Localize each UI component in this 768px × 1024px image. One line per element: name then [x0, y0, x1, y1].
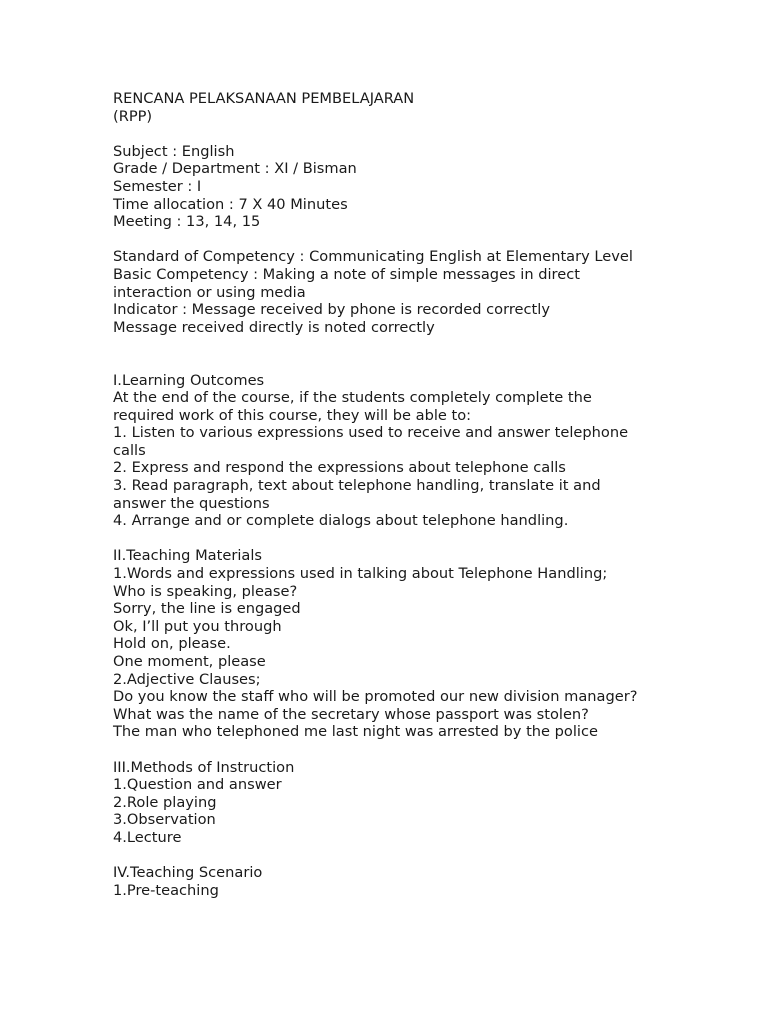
expression-line: One moment, please	[113, 653, 266, 670]
grade-line: Grade / Department : XI / Bisman	[113, 160, 357, 178]
indicator-line-2: Message received directly is noted correctly	[113, 318, 435, 336]
document-title: RENCANA PELAKSANAAN PEMBELAJARAN	[113, 90, 415, 107]
basic-competency: Basic Competency : Making a note of simple messages in direct	[113, 265, 580, 283]
semester-line: Semester : I	[113, 177, 202, 195]
expression-line: Who is speaking, please?	[113, 582, 298, 600]
learning-outcome-item: 1. Listen to various expressions used to receive and answer telephone	[113, 424, 629, 442]
expression-line: Hold on, please.	[113, 635, 231, 653]
method-item: 3.Observation	[113, 811, 216, 829]
learning-outcome-item: 4. Arrange and or complete dialogs about telephone handling.	[113, 512, 569, 530]
teaching-materials-heading: II.Teaching Materials	[113, 547, 262, 565]
document-subtitle: (RPP)	[113, 107, 153, 125]
indicator-line: Indicator : Message received by phone is recorded correctly	[113, 301, 550, 319]
basic-competency-cont: interaction or using media	[113, 283, 306, 301]
learning-outcomes-heading: I.Learning Outcomes	[113, 371, 265, 389]
document-body	[113, 90, 733, 899]
teaching-scenario-heading: IV.Teaching Scenario	[113, 864, 263, 882]
subject-line: Subject : English	[113, 142, 235, 160]
time-allocation-line: Time allocation : 7 X 40 Minutes	[113, 195, 348, 213]
clause-example: The man who telephoned me last night was arrested by the police	[113, 723, 598, 741]
expression-line: Sorry, the line is engaged	[113, 600, 301, 618]
teaching-material-item: 1.Words and expressions used in talking about Telephone Handling;	[113, 565, 608, 583]
meeting-line: Meeting : 13, 14, 15	[113, 213, 261, 231]
learning-outcome-item-cont: calls	[113, 441, 146, 459]
methods-heading: III.Methods of Instruction	[113, 758, 295, 776]
learning-outcomes-intro-cont: required work of this course, they will be able to:	[113, 406, 472, 424]
method-item: 4.Lecture	[113, 828, 182, 846]
learning-outcome-item-cont: answer the questions	[113, 494, 270, 512]
standard-competency: Standard of Competency : Communicating English at Elementary Level	[113, 248, 633, 266]
scenario-item: 1.Pre-teaching	[113, 881, 219, 899]
clause-example: Do you know the staff who will be promoted our new division manager?	[113, 688, 638, 706]
clause-example: What was the name of the secretary whose passport was stolen?	[113, 705, 589, 723]
learning-outcome-item: 2. Express and respond the expressions about telephone calls	[113, 459, 566, 477]
expression-line: Ok, I’ll put you through	[113, 617, 282, 635]
learning-outcome-item: 3. Read paragraph, text about telephone handling, translate it and	[113, 477, 601, 495]
method-item: 1.Question and answer	[113, 776, 282, 794]
learning-outcomes-intro: At the end of the course, if the students completely complete the	[113, 389, 592, 407]
method-item: 2.Role playing	[113, 793, 217, 811]
teaching-material-item: 2.Adjective Clauses;	[113, 670, 261, 688]
